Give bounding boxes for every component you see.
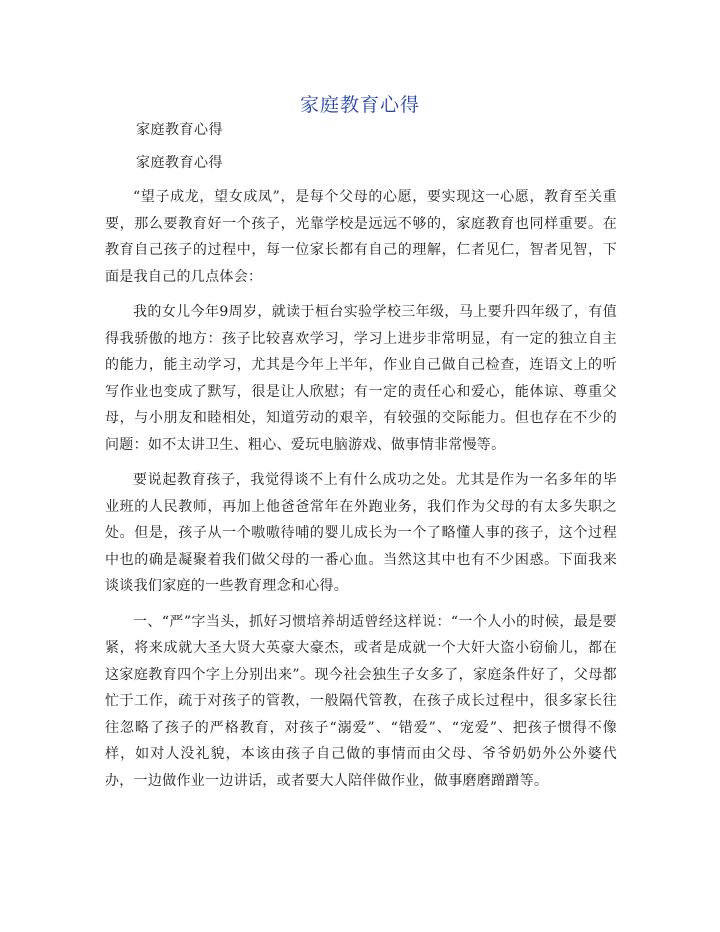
paragraph-daughter: 我的女儿今年9周岁，就读于桓台实验学校三年级，马上要升四年级了，有值得我骄傲的地方：孩子比较喜欢学习，学习上进步非常明显，有一定的独立自主的能力，能主动学习，尤其是今年上半年，作业自己做自己检查，连语文上的听写作业也变成了默写，很是让人欣慰；有一定的责任心和爱心，能体谅、尊重父母，与小朋友和睦相处，知道劳动的艰辛，有较强的交际能力。但也存在不少的问题：如不太讲卫生、粗心、爱玩电脑游戏、做事情非常慢等。 bbox=[105, 304, 617, 453]
document-subtitle-repeat: 家庭教育心得 bbox=[136, 155, 223, 171]
document-title: 家庭教育心得 bbox=[299, 94, 420, 116]
paragraph-strictness: 一、“严”字当头，抓好习惯培养胡适曾经这样说：“一个人小的时候，最是要紧，将来成就大圣大贤大英豪大豪杰，或者是成就一个大奸大盗小窃偷儿，都在这家庭教育四个字上分别出来”。现今社会独生子女多了，家庭条件好了，父母都忙于工作，疏于对孩子的管教，一般隔代管教，在孩子成长过程中，很多家长往往忽略了孩子的严格教育，对孩子“溺爱”、“错爱”、“宠爱”、把孩子惯得不像样，如对人没礼貌，本该由孩子自己做的事情而由父母、爷爷奶奶外公外婆代办，一边做作业一边讲话，或者要大人陪伴做作业，做事磨磨蹭蹭等。 bbox=[105, 613, 617, 789]
document-subtitle: 家庭教育心得 bbox=[136, 122, 223, 138]
paragraph-reflection: 要说起教育孩子，我觉得谈不上有什么成功之处。尤其是作为一名多年的毕业班的人民教师，再加上他爸爸常年在外跑业务，我们作为父母的有太多失职之处。但是，孩子从一个嗷嗷待哺的婴儿成长为一个了略懂人事的孩子，这个过程中也的确是凝聚着我们做父母的一番心血。当然这其中也有不少困惑。下面我来谈谈我们家庭的一些教育理念和心得。 bbox=[105, 472, 617, 594]
document-body bbox=[105, 184, 617, 803]
paragraph-intro: “望子成龙，望女成凤”，是每个父母的心愿，要实现这一心愿，教育至关重要，那么要教育好一个孩子，光靠学校是远远不够的，家庭教育也同样重要。在教育自己孩子的过程中，每一位家长都有自己的理解，仁者见仁，智者见智，下面是我自己的几点体会： bbox=[105, 189, 617, 285]
